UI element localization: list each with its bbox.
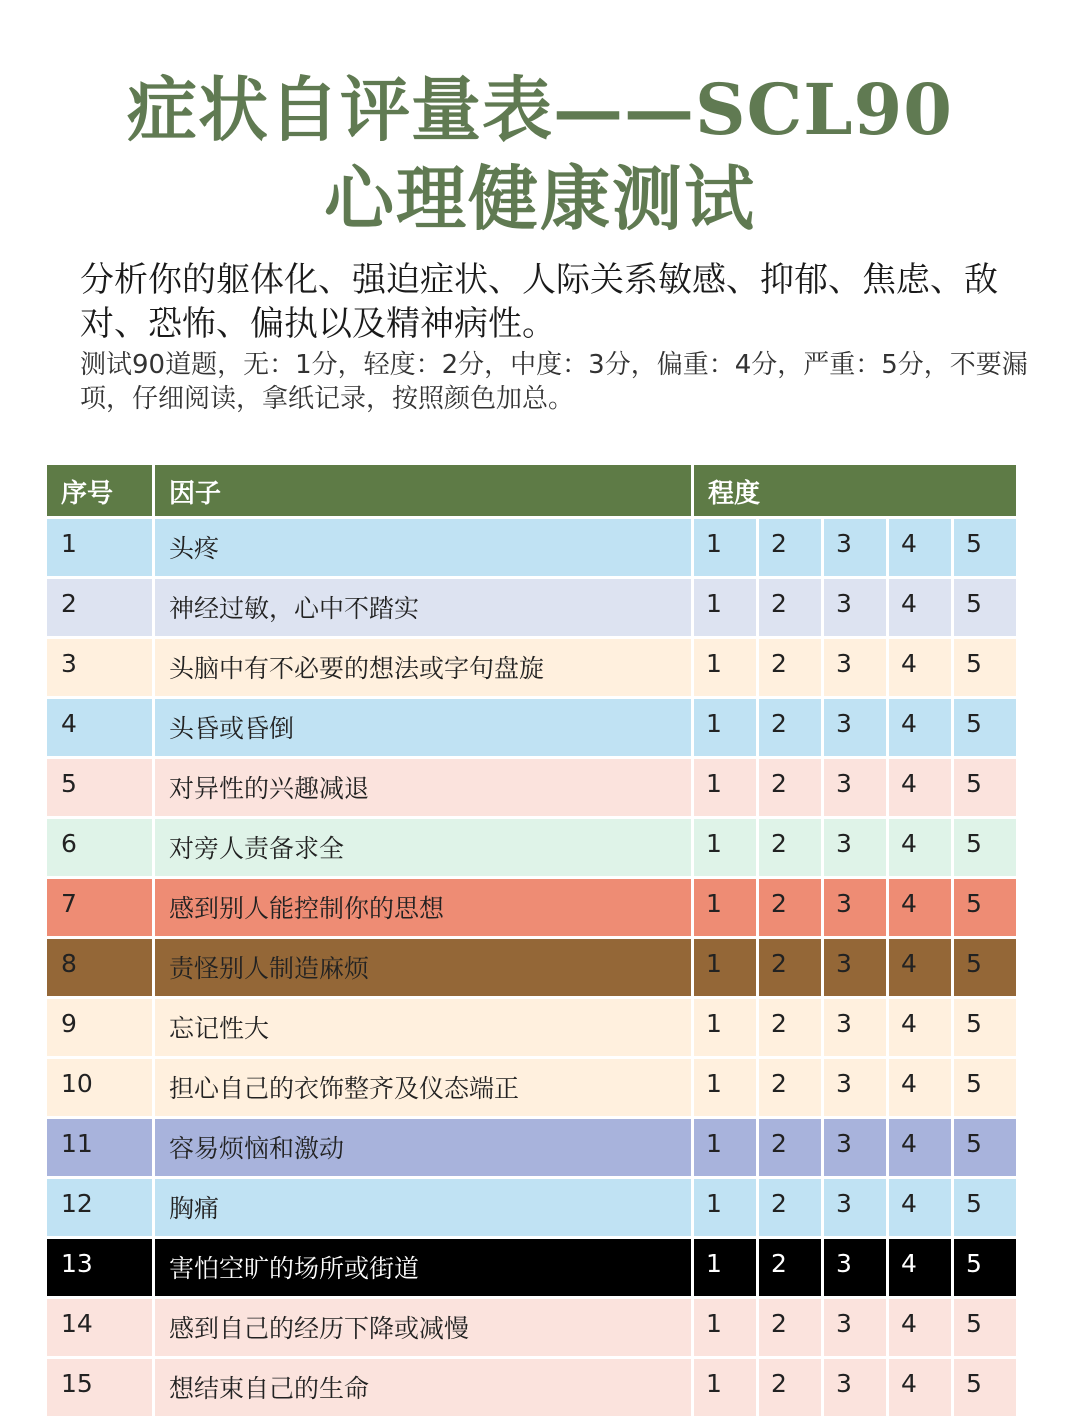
score-option-3[interactable]: 3 <box>823 638 888 698</box>
score-option-3[interactable]: 3 <box>823 518 888 578</box>
row-number: 6 <box>46 818 154 878</box>
score-option-4[interactable]: 4 <box>888 518 953 578</box>
score-option-3[interactable]: 3 <box>823 998 888 1058</box>
score-option-1[interactable]: 1 <box>693 878 758 938</box>
score-option-1[interactable]: 1 <box>693 998 758 1058</box>
row-factor: 感到自己的经历下降或减慢 <box>154 1298 693 1358</box>
score-option-5[interactable]: 5 <box>953 1298 1018 1358</box>
score-option-2[interactable]: 2 <box>758 878 823 938</box>
table-row <box>46 698 1018 758</box>
score-option-4[interactable]: 4 <box>888 878 953 938</box>
score-option-5[interactable]: 5 <box>953 1058 1018 1118</box>
row-number: 12 <box>46 1178 154 1238</box>
row-factor: 头脑中有不必要的想法或字句盘旋 <box>154 638 693 698</box>
row-factor: 担心自己的衣饰整齐及仪态端正 <box>154 1058 693 1118</box>
row-factor: 责怪别人制造麻烦 <box>154 938 693 998</box>
score-option-1[interactable]: 1 <box>693 638 758 698</box>
score-option-4[interactable]: 4 <box>888 998 953 1058</box>
score-option-1[interactable]: 1 <box>693 578 758 638</box>
score-option-1[interactable]: 1 <box>693 698 758 758</box>
row-factor: 头昏或昏倒 <box>154 698 693 758</box>
score-option-1[interactable]: 1 <box>693 938 758 998</box>
score-option-3[interactable]: 3 <box>823 1118 888 1178</box>
score-option-2[interactable]: 2 <box>758 518 823 578</box>
score-option-4[interactable]: 4 <box>888 1358 953 1418</box>
score-option-1[interactable]: 1 <box>693 818 758 878</box>
score-option-2[interactable]: 2 <box>758 698 823 758</box>
table-row <box>46 1358 1018 1418</box>
score-option-3[interactable]: 3 <box>823 938 888 998</box>
intro-description: 分析你的躯体化、强迫症状、人际关系敏感、抑郁、焦虑、敌对、恐怖、偏执以及精神病性。 <box>80 260 998 344</box>
table-row <box>46 758 1018 818</box>
row-number: 10 <box>46 1058 154 1118</box>
score-option-1[interactable]: 1 <box>693 758 758 818</box>
score-option-5[interactable]: 5 <box>953 698 1018 758</box>
row-factor: 对异性的兴趣减退 <box>154 758 693 818</box>
score-option-4[interactable]: 4 <box>888 1058 953 1118</box>
score-option-3[interactable]: 3 <box>823 698 888 758</box>
score-option-3[interactable]: 3 <box>823 578 888 638</box>
scl90-table <box>44 462 1019 1419</box>
table-row <box>46 518 1018 578</box>
score-option-2[interactable]: 2 <box>758 998 823 1058</box>
row-factor: 容易烦恼和激动 <box>154 1118 693 1178</box>
score-option-4[interactable]: 4 <box>888 938 953 998</box>
score-option-4[interactable]: 4 <box>888 818 953 878</box>
table-row <box>46 1118 1018 1178</box>
score-option-3[interactable]: 3 <box>823 1178 888 1238</box>
table-header-row <box>46 464 1018 518</box>
score-option-2[interactable]: 2 <box>758 938 823 998</box>
score-option-5[interactable]: 5 <box>953 878 1018 938</box>
score-option-3[interactable]: 3 <box>823 818 888 878</box>
score-option-1[interactable]: 1 <box>693 518 758 578</box>
score-option-5[interactable]: 5 <box>953 518 1018 578</box>
row-number: 3 <box>46 638 154 698</box>
score-option-5[interactable]: 5 <box>953 1238 1018 1298</box>
table-row <box>46 578 1018 638</box>
score-option-4[interactable]: 4 <box>888 758 953 818</box>
score-option-4[interactable]: 4 <box>888 1118 953 1178</box>
score-option-2[interactable]: 2 <box>758 1298 823 1358</box>
score-option-3[interactable]: 3 <box>823 878 888 938</box>
score-option-1[interactable]: 1 <box>693 1238 758 1298</box>
score-option-5[interactable]: 5 <box>953 938 1018 998</box>
score-option-4[interactable]: 4 <box>888 1298 953 1358</box>
row-number: 5 <box>46 758 154 818</box>
row-factor: 神经过敏，心中不踏实 <box>154 578 693 638</box>
row-number: 7 <box>46 878 154 938</box>
score-option-3[interactable]: 3 <box>823 758 888 818</box>
score-option-5[interactable]: 5 <box>953 758 1018 818</box>
score-option-2[interactable]: 2 <box>758 578 823 638</box>
table-row <box>46 638 1018 698</box>
title-line-1: 症状自评量表——SCL90 <box>127 68 953 151</box>
row-number: 4 <box>46 698 154 758</box>
score-option-4[interactable]: 4 <box>888 1178 953 1238</box>
score-option-3[interactable]: 3 <box>823 1358 888 1418</box>
table-row <box>46 938 1018 998</box>
row-number: 9 <box>46 998 154 1058</box>
row-number: 13 <box>46 1238 154 1298</box>
table-row <box>46 998 1018 1058</box>
row-factor: 想结束自己的生命 <box>154 1358 693 1418</box>
table-row <box>46 1238 1018 1298</box>
row-factor: 害怕空旷的场所或街道 <box>154 1238 693 1298</box>
row-factor: 胸痛 <box>154 1178 693 1238</box>
row-number: 14 <box>46 1298 154 1358</box>
row-factor: 对旁人责备求全 <box>154 818 693 878</box>
score-option-2[interactable]: 2 <box>758 1358 823 1418</box>
score-option-2[interactable]: 2 <box>758 1118 823 1178</box>
score-option-3[interactable]: 3 <box>823 1238 888 1298</box>
row-factor: 头疼 <box>154 518 693 578</box>
score-option-2[interactable]: 2 <box>758 758 823 818</box>
score-option-4[interactable]: 4 <box>888 578 953 638</box>
table-row <box>46 1178 1018 1238</box>
row-number: 2 <box>46 578 154 638</box>
score-option-3[interactable]: 3 <box>823 1298 888 1358</box>
row-factor: 忘记性大 <box>154 998 693 1058</box>
score-option-2[interactable]: 2 <box>758 1058 823 1118</box>
row-number: 8 <box>46 938 154 998</box>
score-option-2[interactable]: 2 <box>758 1178 823 1238</box>
row-number: 15 <box>46 1358 154 1418</box>
score-option-4[interactable]: 4 <box>888 1238 953 1298</box>
table-row <box>46 878 1018 938</box>
score-option-5[interactable]: 5 <box>953 1358 1018 1418</box>
intro-text <box>80 258 1040 416</box>
header-number: 序号 <box>46 464 154 518</box>
score-option-5[interactable]: 5 <box>953 998 1018 1058</box>
score-option-2[interactable]: 2 <box>758 638 823 698</box>
row-number: 1 <box>46 518 154 578</box>
score-option-5[interactable]: 5 <box>953 638 1018 698</box>
score-option-4[interactable]: 4 <box>888 698 953 758</box>
row-factor: 感到别人能控制你的思想 <box>154 878 693 938</box>
score-option-3[interactable]: 3 <box>823 1058 888 1118</box>
score-option-5[interactable]: 5 <box>953 818 1018 878</box>
score-option-2[interactable]: 2 <box>758 818 823 878</box>
header-degree: 程度 <box>693 464 1018 518</box>
score-option-4[interactable]: 4 <box>888 638 953 698</box>
table-row <box>46 1058 1018 1118</box>
score-option-1[interactable]: 1 <box>693 1058 758 1118</box>
score-option-1[interactable]: 1 <box>693 1298 758 1358</box>
title-line-2: 心理健康测试 <box>324 157 756 240</box>
page-title <box>0 64 1080 242</box>
score-option-1[interactable]: 1 <box>693 1178 758 1238</box>
score-option-5[interactable]: 5 <box>953 1118 1018 1178</box>
header-factor: 因子 <box>154 464 693 518</box>
table-row <box>46 818 1018 878</box>
row-number: 11 <box>46 1118 154 1178</box>
intro-instructions: 测试90道题，无：1分，轻度：2分，中度：3分，偏重：4分，严重：5分，不要漏项，仔细阅读，拿纸记录，按照颜色加总。 <box>80 350 1028 414</box>
score-option-2[interactable]: 2 <box>758 1238 823 1298</box>
table-row <box>46 1298 1018 1358</box>
score-option-5[interactable]: 5 <box>953 578 1018 638</box>
score-option-1[interactable]: 1 <box>693 1358 758 1418</box>
score-option-1[interactable]: 1 <box>693 1118 758 1178</box>
score-option-5[interactable]: 5 <box>953 1178 1018 1238</box>
